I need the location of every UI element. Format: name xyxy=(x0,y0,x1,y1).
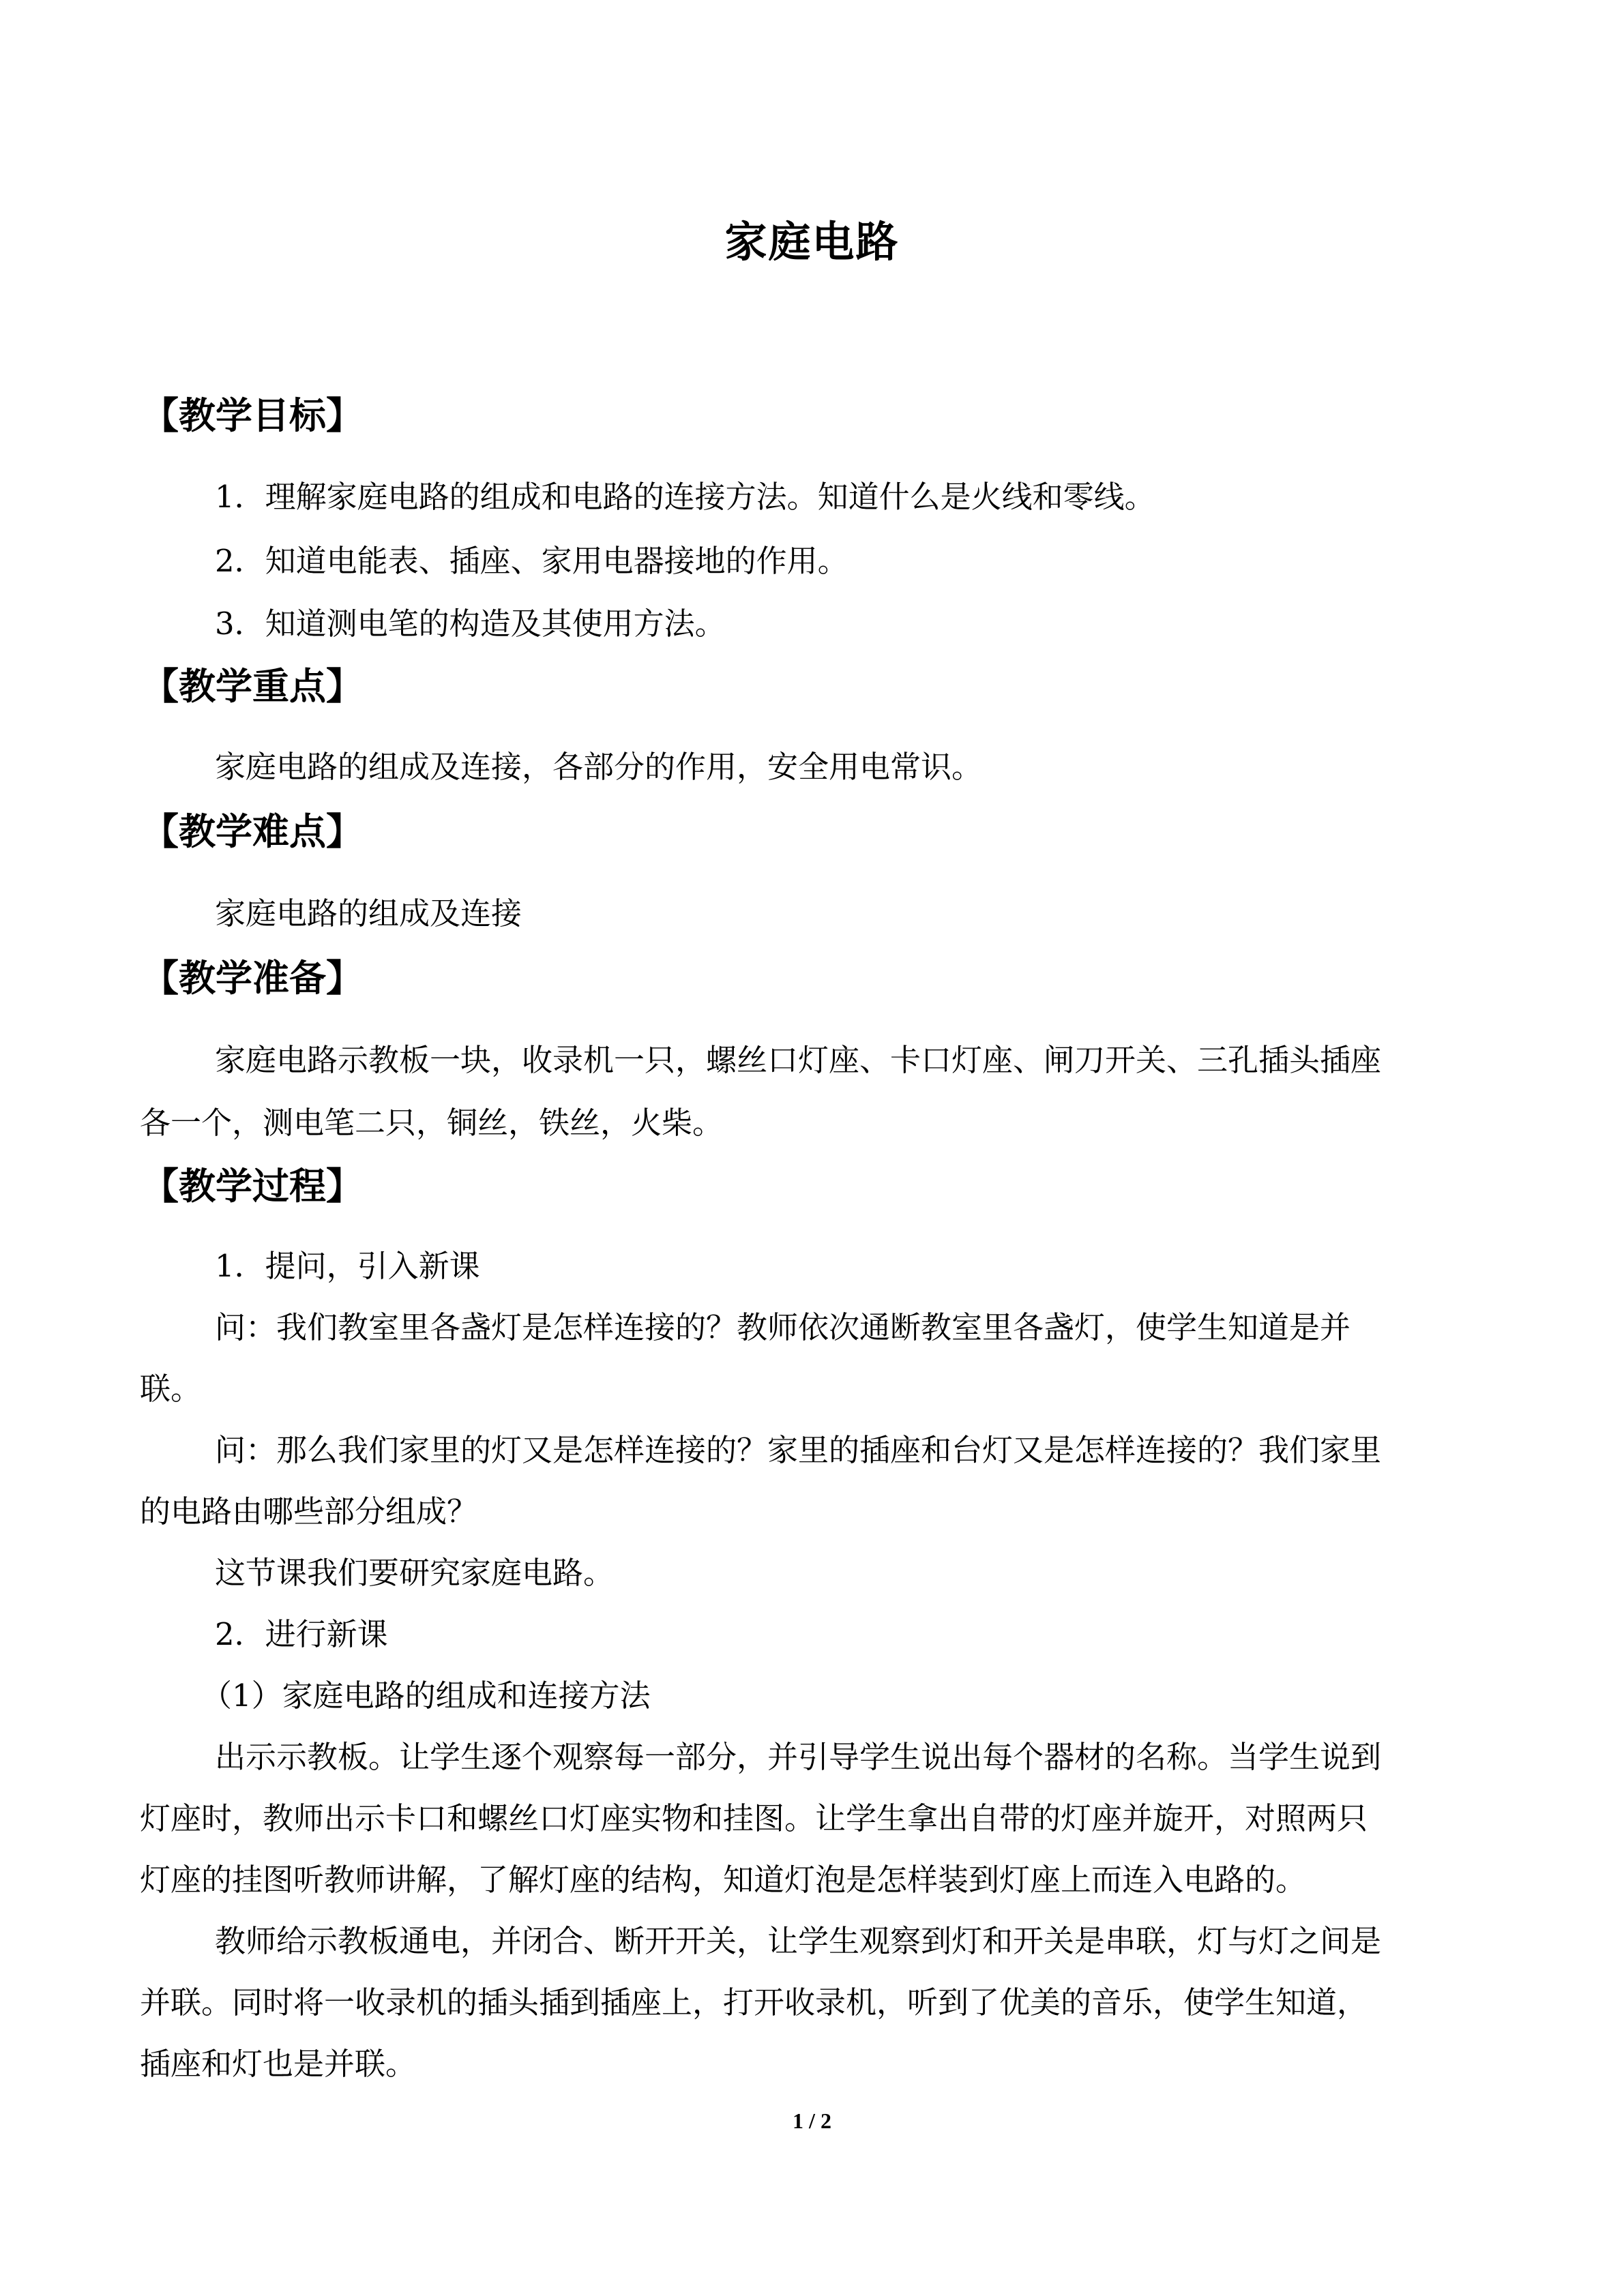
objective-item-1: 1．理解家庭电路的组成和电路的连接方法。知道什么是火线和零线。 xyxy=(215,479,1155,515)
process-line-3: 联。 xyxy=(140,1371,202,1407)
process-line-12: 教师给示教板通电，并闭合、断开开关，让学生观察到灯和开关是串联，灯与灯之间是 xyxy=(215,1923,1382,1959)
section-heading-preparation: 【教学准备】 xyxy=(142,957,363,1000)
process-line-6: 这节课我们要研究家庭电路。 xyxy=(215,1555,615,1591)
page-number: 1 / 2 xyxy=(793,2108,831,2133)
process-line-11: 灯座的挂图听教师讲解，了解灯座的结构，知道灯泡是怎样装到灯座上而连入电路的。 xyxy=(140,1862,1307,1898)
section-heading-objectives: 【教学目标】 xyxy=(142,394,363,437)
process-line-2: 问：我们教室里各盏灯是怎样连接的？教师依次通断教室里各盏灯，使学生知道是并 xyxy=(215,1309,1351,1345)
section-heading-process: 【教学过程】 xyxy=(142,1165,363,1208)
section-heading-key-points: 【教学重点】 xyxy=(142,665,363,708)
objective-item-2: 2．知道电能表、插座、家用电器接地的作用。 xyxy=(215,543,848,579)
process-line-10: 灯座时，教师出示卡口和螺丝口灯座实物和挂图。让学生拿出自带的灯座并旋开，对照两只 xyxy=(140,1800,1368,1836)
process-line-1: 1．提问，引入新课 xyxy=(215,1248,480,1284)
document-title: 家庭电路 xyxy=(724,217,900,267)
process-line-14: 插座和灯也是并联。 xyxy=(140,2046,417,2082)
process-line-7: 2．进行新课 xyxy=(215,1616,388,1652)
process-line-8: （1）家庭电路的组成和连接方法 xyxy=(201,1678,651,1714)
key-points-text: 家庭电路的组成及连接，各部分的作用，安全用电常识。 xyxy=(215,749,983,785)
preparation-line-1: 家庭电路示教板一块，收录机一只，螺丝口灯座、卡口灯座、闸刀开关、三孔插头插座 xyxy=(215,1042,1382,1078)
objective-item-3: 3．知道测电笔的构造及其使用方法。 xyxy=(215,606,726,642)
preparation-line-2: 各一个，测电笔二只，铜丝，铁丝，火柴。 xyxy=(140,1105,724,1141)
process-line-13: 并联。同时将一收录机的插头插到插座上，打开收录机，听到了优美的音乐，使学生知道， xyxy=(140,1984,1368,2021)
process-line-9: 出示示教板。让学生逐个观察每一部分，并引导学生说出每个器材的名称。当学生说到 xyxy=(215,1739,1382,1775)
process-line-4: 问：那么我们家里的灯又是怎样连接的？家里的插座和台灯又是怎样连接的？我们家里 xyxy=(215,1432,1382,1468)
difficulties-text: 家庭电路的组成及连接 xyxy=(215,895,522,931)
section-heading-difficulties: 【教学难点】 xyxy=(142,810,363,853)
process-line-5: 的电路由哪些部分组成？ xyxy=(140,1493,478,1530)
